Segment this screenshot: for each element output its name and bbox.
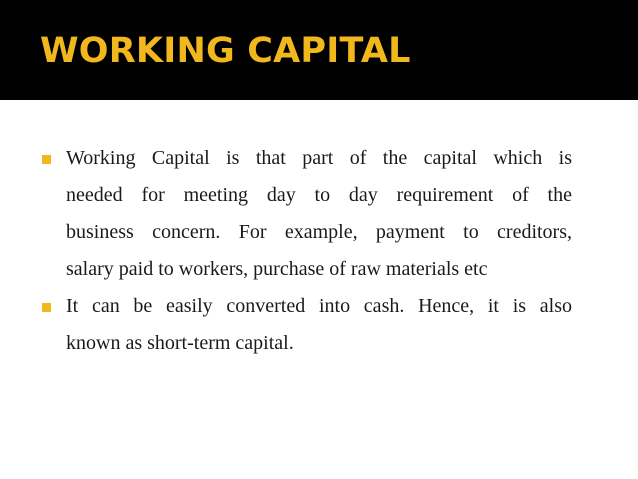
bullet-item: [0, 288, 638, 362]
square-bullet-icon: [42, 155, 51, 164]
bullet-item: [0, 140, 638, 288]
bullet-line: needed for meeting day to day requirement of the: [66, 184, 572, 206]
bullet-text: [66, 140, 572, 288]
bullet-text: [66, 288, 572, 362]
title-band: [0, 0, 638, 100]
bullet-list: [0, 140, 638, 362]
bullet-line: business concern. For example, payment to creditors,: [66, 221, 572, 243]
slide-title: WORKING CAPITAL: [40, 31, 411, 71]
bullet-line: Working Capital is that part of the capital which is: [66, 147, 572, 169]
square-bullet-icon: [42, 303, 51, 312]
bullet-line: It can be easily converted into cash. Hence, it is also: [66, 295, 572, 317]
bullet-line: salary paid to workers, purchase of raw materials etc: [66, 258, 488, 280]
bullet-line: known as short-term capital.: [66, 332, 294, 354]
